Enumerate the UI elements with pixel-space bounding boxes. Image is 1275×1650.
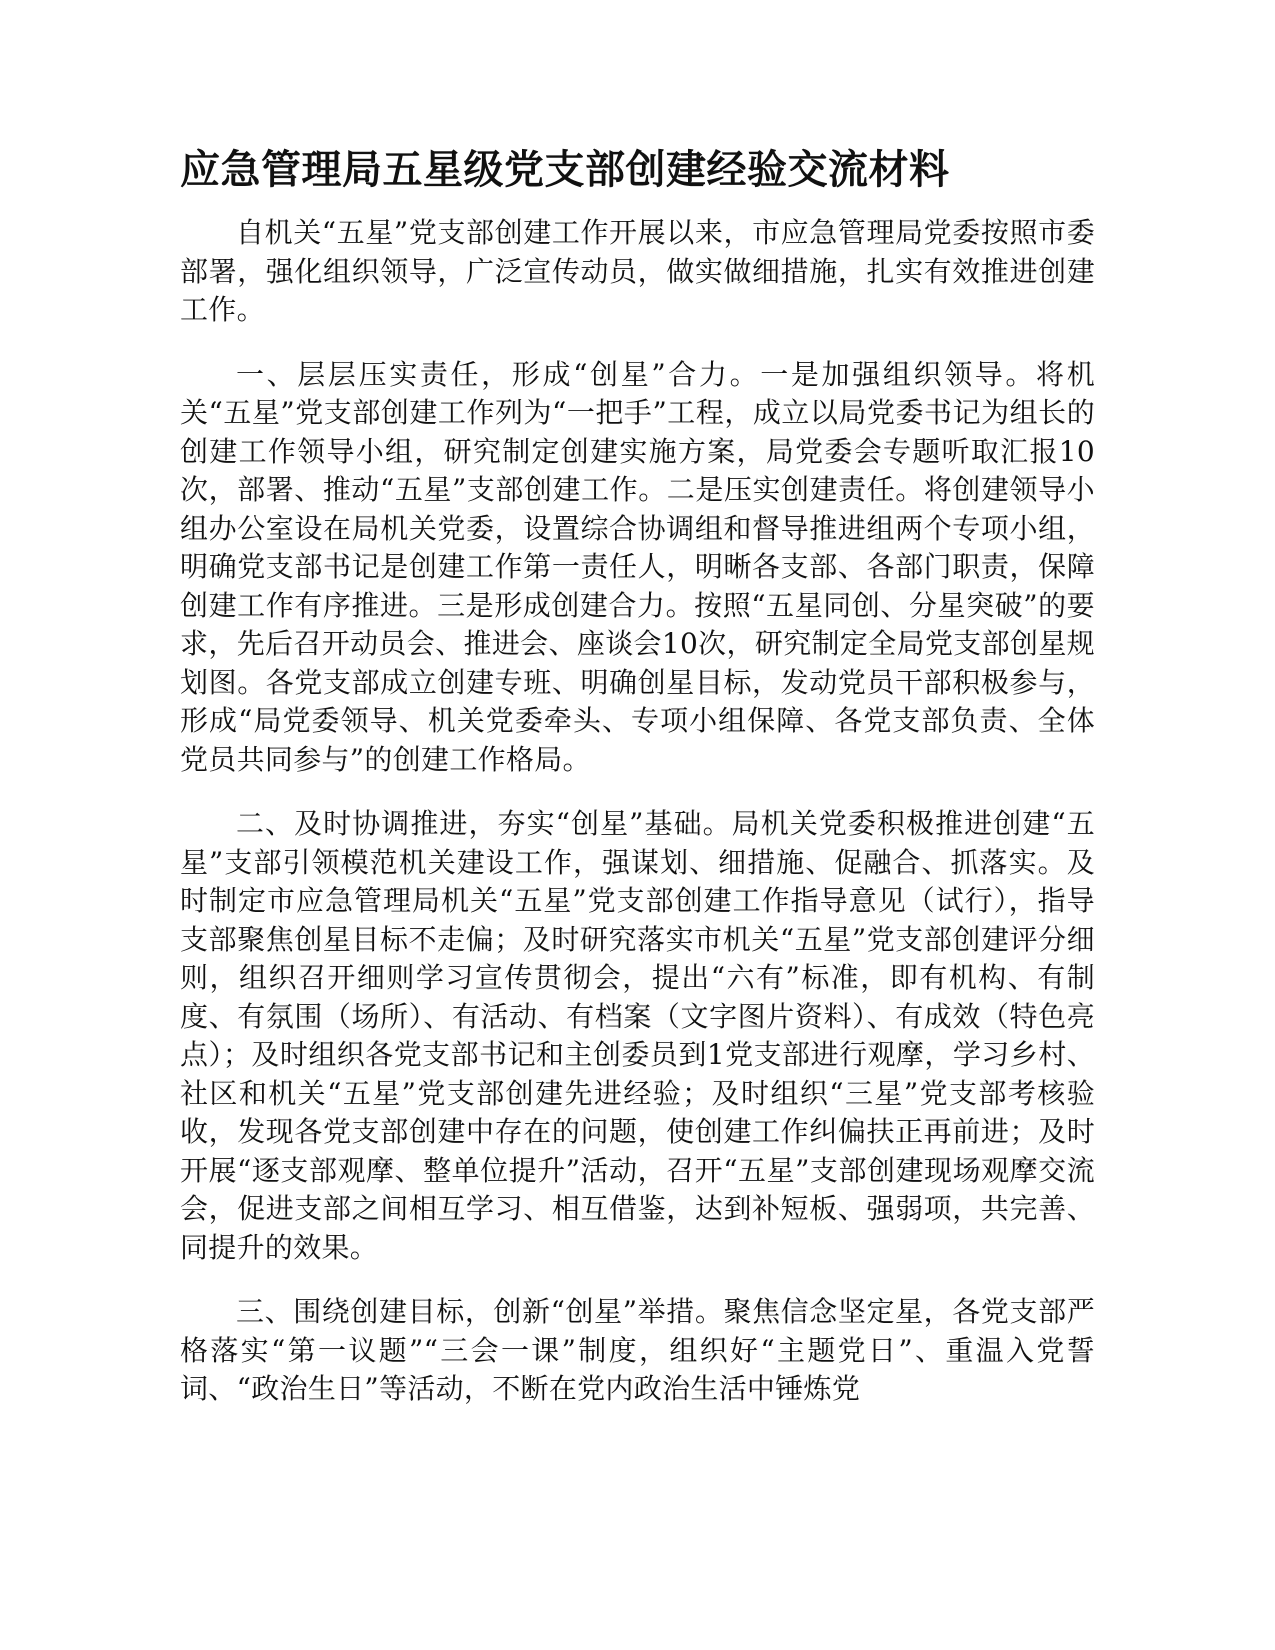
- document-page: [180, 140, 1095, 1435]
- document-title: 应急管理局五星级党支部创建经验交流材料: [180, 147, 950, 193]
- paragraph-section-3: 三、围绕创建目标，创新“创星”举措。聚焦信念坚定星，各党支部严格落实“第一议题”“三会一课”制度，组织好“主题党日”、重温入党誓词、“政治生日”等活动，不断在党内政治生活中锤炼党: [180, 1295, 1095, 1405]
- paragraph-section-1: 一、层层压实责任，形成“创星”合力。一是加强组织领导。将机关“五星”党支部创建工作列为“一把手”工程，成立以局党委书记为组长的创建工作领导小组，研究制定创建实施方案，局党委会专题听取汇报10次，部署、推动“五星”支部创建工作。二是压实创建责任。将创建领导小组办公室设在局机关党委，设置综合协调组和督导推进组两个专项小组，明确党支部书记是创建工作第一责任人，明晰各支部、各部门职责，保障创建工作有序推进。三是形成创建合力。按照“五星同创、分星突破”的要求，先后召开动员会、推进会、座谈会10次，研究制定全局党支部创星规划图。各党支部成立创建专班、明确创星目标，发动党员干部积极参与，形成“局党委领导、机关党委牵头、专项小组保障、各党支部负责、全体党员共同参与”的创建工作格局。: [180, 357, 1095, 776]
- paragraph-section-2: 二、及时协调推进，夯实“创星”基础。局机关党委积极推进创建“五星”支部引领模范机关建设工作，强谋划、细措施、促融合、抓落实。及时制定市应急管理局机关“五星”党支部创建工作指导意见（试行），指导支部聚焦创星目标不走偏；及时研究落实市机关“五星”党支部创建评分细则，组织召开细则学习宣传贯彻会，提出“六有”标准，即有机构、有制度、有氛围（场所）、有活动、有档案（文字图片资料）、有成效（特色亮点）；及时组织各党支部书记和主创委员到1党支部进行观摩，学习乡村、社区和机关“五星”党支部创建先进经验；及时组织“三星”党支部考核验收，发现各党支部创建中存在的问题，使创建工作纠偏扶正再前进；及时开展“逐支部观摩、整单位提升”活动，召开“五星”支部创建现场观摩交流会，促进支部之间相互学习、相互借鉴，达到补短板、强弱项，共完善、同提升的效果。: [180, 807, 1095, 1264]
- paragraph-intro: 自机关“五星”党支部创建工作开展以来，市应急管理局党委按照市委部署，强化组织领导，广泛宣传动员，做实做细措施，扎实有效推进创建工作。: [180, 216, 1095, 326]
